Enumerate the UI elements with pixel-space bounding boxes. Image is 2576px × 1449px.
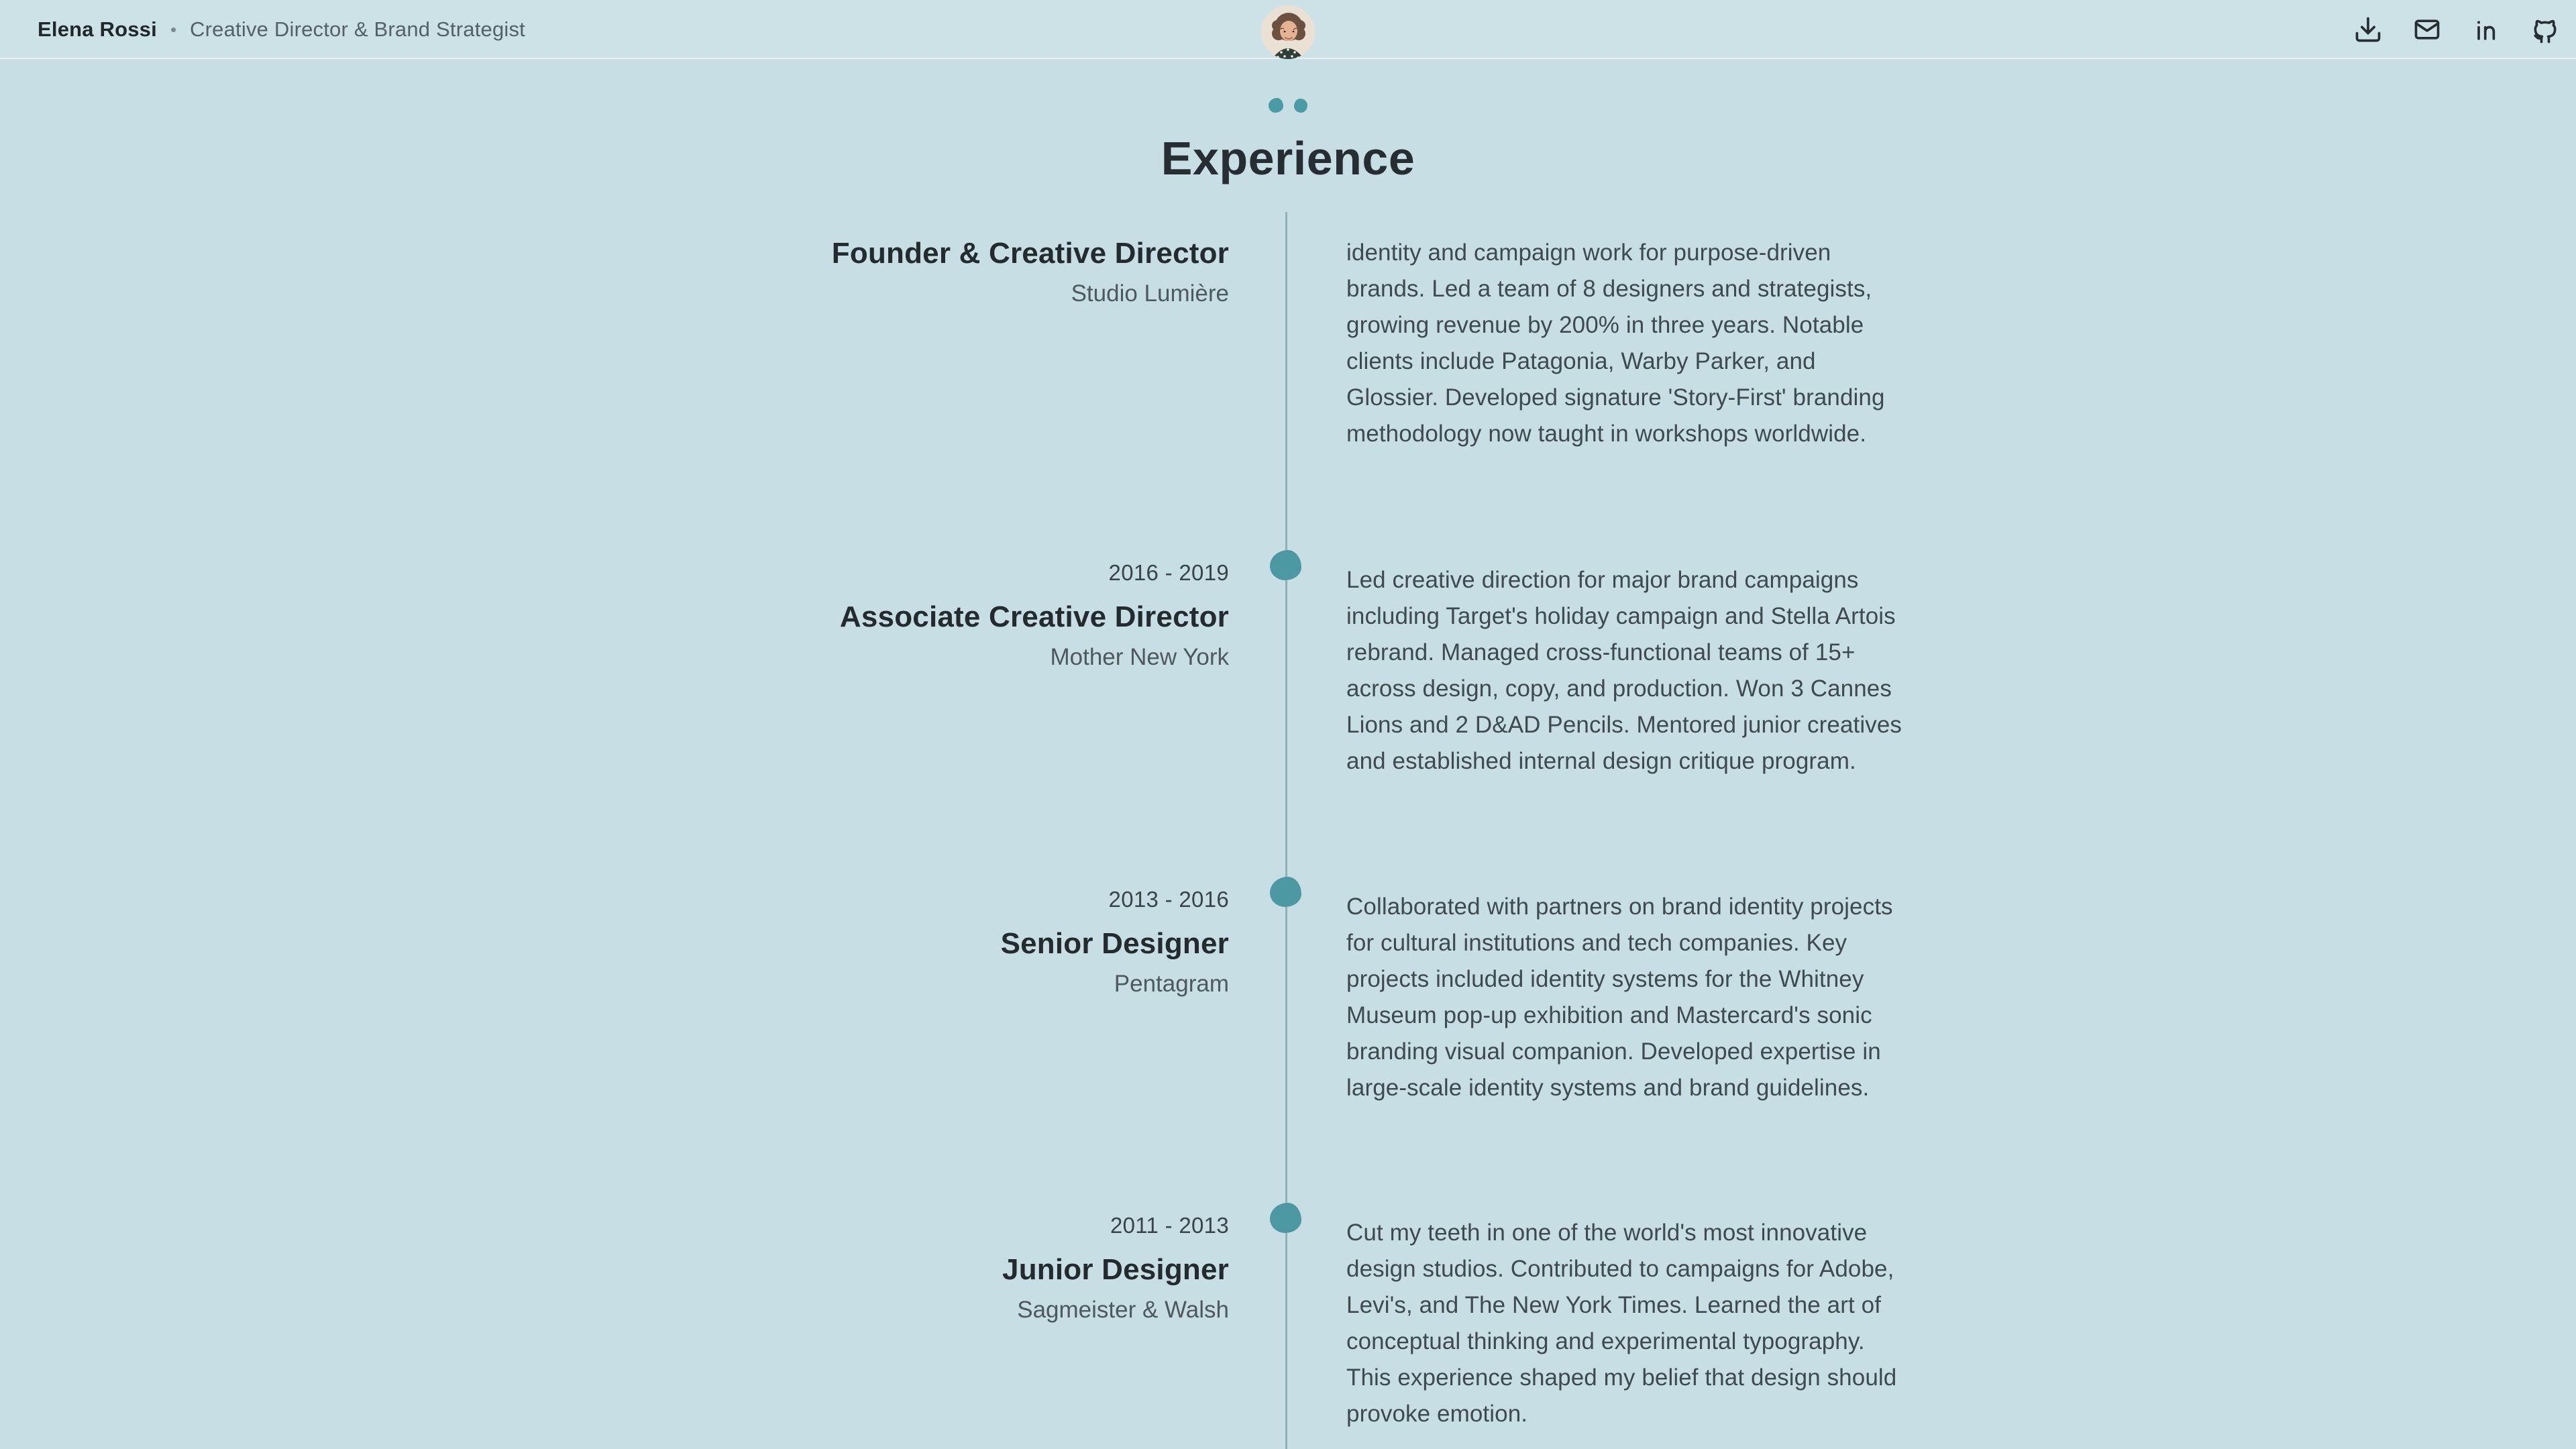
entry-title: Associate Creative Director: [839, 600, 1229, 633]
page-title: Experience: [1161, 132, 1415, 184]
entry-date: 2016 - 2019: [1108, 560, 1229, 585]
entry-description: Collaborated with partners on brand identity projects for cultural institutions and tech companies. Key projects included identity systems for the Whitney Museum pop-up exhibition and Mastercard's sonic branding visual companion. Developed expertise in large-scale identity systems and brand guidelines.: [1346, 894, 1893, 1101]
entry-title: Senior Designer: [1000, 927, 1229, 960]
timeline-dot: [1270, 550, 1301, 580]
entry-right-column: [1346, 235, 1909, 452]
entry-description: Cut my teeth in one of the world's most innovative design studios. Contributed to campaigns for Adobe, Levi's, and The New York Times. Learned the art of conceptual thinking and experimental typography. This experience shaped my belief that design should provoke emotion.: [1346, 1220, 1897, 1427]
user-role: Creative Director & Brand Strategist: [190, 17, 525, 41]
timeline-line: [1285, 212, 1287, 1449]
user-name: Elena Rossi: [38, 17, 157, 41]
entry-company: Pentagram: [1114, 971, 1229, 997]
timeline-dot: [1270, 1203, 1301, 1233]
brand: [38, 0, 525, 59]
entry-description: Led creative direction for major brand campaigns including Target's holiday campaign and Stella Artois rebrand. Managed cross-functional teams of 15+ across design, copy, and production. Won 3 Cannes Lions and 2 D&AD Pencils. Mentored junior creatives and established internal design critique program.: [1346, 567, 1902, 774]
entry-description: identity and campaign work for purpose-driven brands. Led a team of 8 designers and strategists, growing revenue by 200% in three years. Notable clients include Patagonia, Warby Parker, and Glossier. Developed signature 'Story-First' branding methodology now taught in workshops worldwide.: [1346, 239, 1885, 447]
linkedin-icon: [2471, 15, 2501, 44]
deco-dot: [1269, 98, 1283, 113]
brand-separator-dot: •: [170, 19, 177, 40]
top-bar: [0, 0, 2576, 59]
header-icons: [2353, 0, 2560, 59]
entry-company: Sagmeister & Walsh: [1017, 1297, 1229, 1323]
entry-title: Founder & Creative Director: [831, 237, 1229, 270]
mail-icon: [2412, 15, 2442, 44]
entry-company: Mother New York: [1050, 644, 1229, 670]
entry-right-column: [1346, 562, 1909, 780]
avatar[interactable]: [1261, 5, 1315, 59]
download-icon: [2353, 15, 2383, 44]
linkedin-button[interactable]: [2471, 15, 2501, 44]
download-button[interactable]: [2353, 15, 2383, 44]
deco-dot: [1294, 99, 1307, 113]
entry-company: Studio Lumière: [1071, 280, 1229, 307]
timeline-dot: [1270, 877, 1301, 907]
avatar-photo: [1261, 5, 1315, 59]
mail-button[interactable]: [2412, 15, 2442, 44]
heading-deco-dots: [0, 98, 2576, 113]
entry-right-column: [1346, 1215, 1909, 1432]
entry-title: Junior Designer: [1002, 1253, 1229, 1286]
entry-right-column: [1346, 889, 1909, 1106]
entry-date: 2013 - 2016: [1108, 887, 1229, 912]
entry-date: 2011 - 2013: [1110, 1213, 1229, 1238]
github-button[interactable]: [2530, 15, 2560, 44]
github-icon: [2530, 15, 2560, 44]
